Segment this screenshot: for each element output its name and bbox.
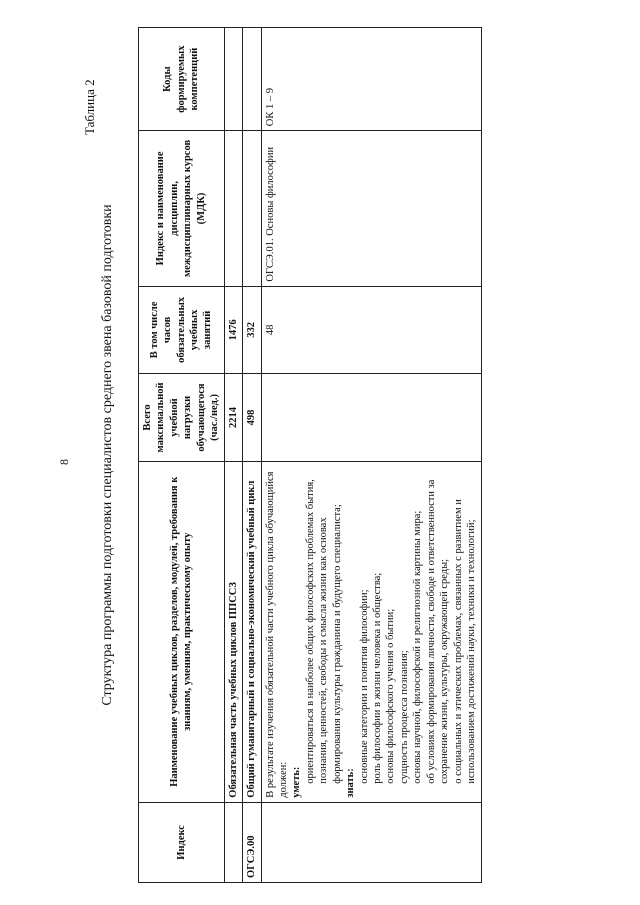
znat-item: роль философии в жизни человека и общества; — [372, 572, 383, 784]
cell-mandatory: 332 — [243, 286, 261, 374]
intro-text: В результате изучения обязательной части учебного цикла обучающийся должен: — [264, 471, 289, 798]
table-label: Таблица 2 — [82, 79, 97, 135]
umet-label: уметь: — [291, 766, 303, 798]
cell-max-load — [261, 374, 481, 462]
header-competence: Коды формируемых компетенций — [139, 28, 225, 131]
cell-name: Общий гуманитарный и социально-экономический учебный цикл — [243, 461, 261, 802]
cell-discipline — [224, 131, 242, 286]
cell-content — [261, 461, 481, 802]
page-number: 8 — [57, 459, 71, 465]
cell-discipline: ОГСЭ.01. Основы философии — [261, 131, 481, 286]
header-index: Индекс — [139, 802, 225, 882]
header-mandatory: В том числе часов обязательных учебных занятий — [139, 286, 225, 374]
znat-item: основы философского учения о бытии; — [385, 608, 397, 784]
cell-index — [261, 802, 481, 882]
table-row — [261, 28, 481, 883]
cell-mandatory: 48 — [261, 286, 481, 374]
curriculum-table — [138, 27, 482, 883]
header-max-load: Всего максимальной учебной нагрузки обучающегося (час./нед.) — [139, 374, 225, 462]
table-row — [224, 28, 242, 883]
table-row — [243, 28, 261, 883]
page-title: Структура программы подготовки специалистов среднего звена базовой подготовки — [100, 204, 115, 706]
cell-max-load: 498 — [243, 374, 261, 462]
znat-item: об условиях формирования личности, свободе и ответственности за сохранение жизни, культуры, окружающей среды; — [425, 479, 451, 784]
umet-item: ориентироваться в наиболее общих философских проблемах бытия, познания, ценностей, свободы и смысла жизни как основах формирования культуры гражданина и будущего специалиста; — [304, 479, 343, 784]
rotated-page — [0, 15, 620, 895]
cell-index: ОГСЭ.00 — [243, 802, 261, 882]
znat-label: знать: — [345, 768, 357, 798]
cell-competence: ОК 1 – 9 — [261, 28, 481, 131]
znat-item: основы научной, философской и религиозной картины мира; — [412, 510, 424, 784]
cell-index — [224, 802, 242, 882]
znat-item: о социальных и этических проблемах, связанных с развитием и использованием достижений науки, техники и технологий; — [452, 499, 478, 784]
cell-name: Обязательная часть учебных циклов ППССЗ — [224, 461, 242, 802]
cell-mandatory: 1476 — [224, 286, 242, 374]
cell-competence — [243, 28, 261, 131]
header-name: Наименование учебных циклов, разделов, модулей, требования к знаниям, умениям, практическому опыту — [139, 461, 225, 802]
header-row — [139, 28, 225, 883]
cell-competence — [224, 28, 242, 131]
header-discipline: Индекс и наименование дисциплин, междисциплинарных курсов (МДК) — [139, 131, 225, 286]
cell-max-load: 2214 — [224, 374, 242, 462]
znat-item: сущность процесса познания; — [398, 650, 410, 784]
znat-item: основные категории и понятия философии; — [358, 589, 370, 784]
cell-discipline — [243, 131, 261, 286]
